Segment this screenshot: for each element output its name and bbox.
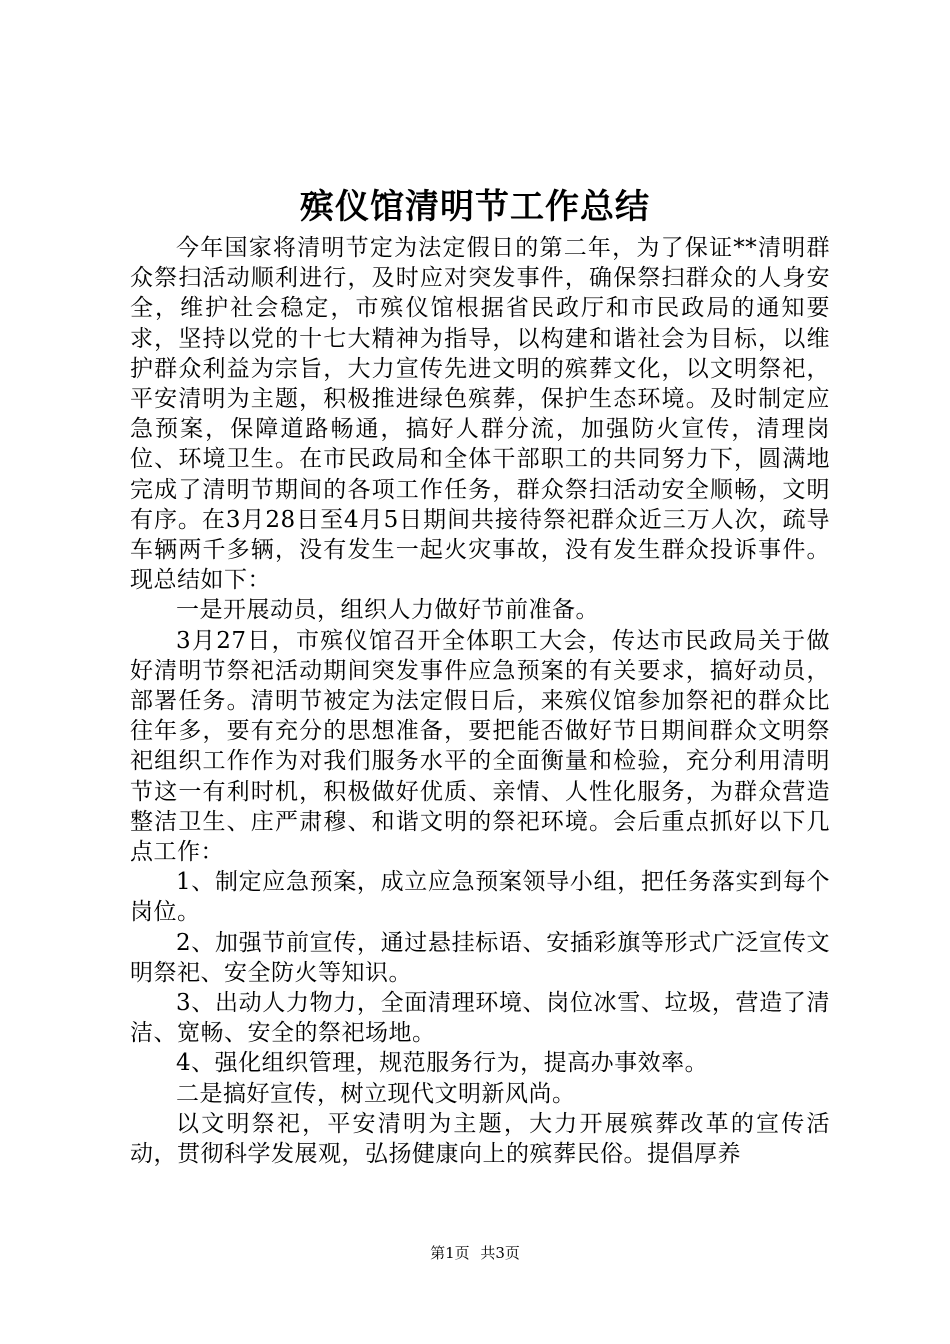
section-heading: 二是搞好宣传，树立现代文明新风尚。 <box>176 1080 576 1107</box>
list-item: 1、制定应急预案，成立应急预案领导小组，把任务落实到每个岗位。 <box>130 869 830 926</box>
page-number: 第1页 <box>430 1244 470 1262</box>
page-total: 共3页 <box>480 1244 520 1262</box>
document-title: 殡仪馆清明节工作总结 <box>300 187 650 227</box>
page-footer <box>0 1243 950 1263</box>
section-heading: 一是开展动员，组织人力做好节前准备。 <box>176 597 599 624</box>
paragraph: 以文明祭祀，平安清明为主题，大力开展殡葬改革的宣传活动，贯彻科学发展观，弘扬健康向上的殡葬民俗。提倡厚养 <box>130 1110 830 1168</box>
paragraph: 3月27日，市殡仪馆召开全体职工大会，传达市民政局关于做好清明节祭祀活动期间突发事件应急预案的有关要求，搞好动员，部署任务。清明节被定为法定假日后，来殡仪馆参加祭祀的群众比往年多，要有充分的思想准备，要把能否做好节日期间群众文明祭祀组织工作作为对我们服务水平的全面衡量和检验，充分利用清明节这一有利时机，积极做好优质、亲情、人性化服务，为群众营造整洁卫生、庄严肃穆、和谐文明的祭祀环境。会后重点抓好以下几点工作： <box>130 627 830 866</box>
document-body <box>130 233 830 1169</box>
list-item: 2、加强节前宣传，通过悬挂标语、安插彩旗等形式广泛宣传文明祭祀、安全防火等知识。 <box>130 929 830 986</box>
list-item: 4、强化组织管理，规范服务行为，提高办事效率。 <box>176 1050 709 1077</box>
list-item: 3、出动人力物力，全面清理环境、岗位冰雪、垃圾，营造了清洁、宽畅、安全的祭祀场地。 <box>130 990 830 1047</box>
paragraph: 今年国家将清明节定为法定假日的第二年，为了保证**清明群众祭扫活动顺利进行，及时应对突发事件，确保祭扫群众的人身安全，维护社会稳定，市殡仪馆根据省民政厅和市民政局的通知要求，坚持以党的十七大精神为指导，以构建和谐社会为目标，以维护群众利益为宗旨，大力宣传先进文明的殡葬文化，以文明祭祀，平安清明为主题，积极推进绿色殡葬，保护生态环境。及时制定应急预案，保障道路畅通，搞好人群分流，加强防火宣传，清理岗位、环境卫生。在市民政局和全体干部职工的共同努力下，圆满地完成了清明节期间的各项工作任务，群众祭扫活动安全顺畅，文明有序。在3月28日至4月5日期间共接待祭祀群众近三万人次，疏导车辆两千多辆，没有发生一起火灾事故，没有发生群众投诉事件。现总结如下： <box>130 235 830 594</box>
